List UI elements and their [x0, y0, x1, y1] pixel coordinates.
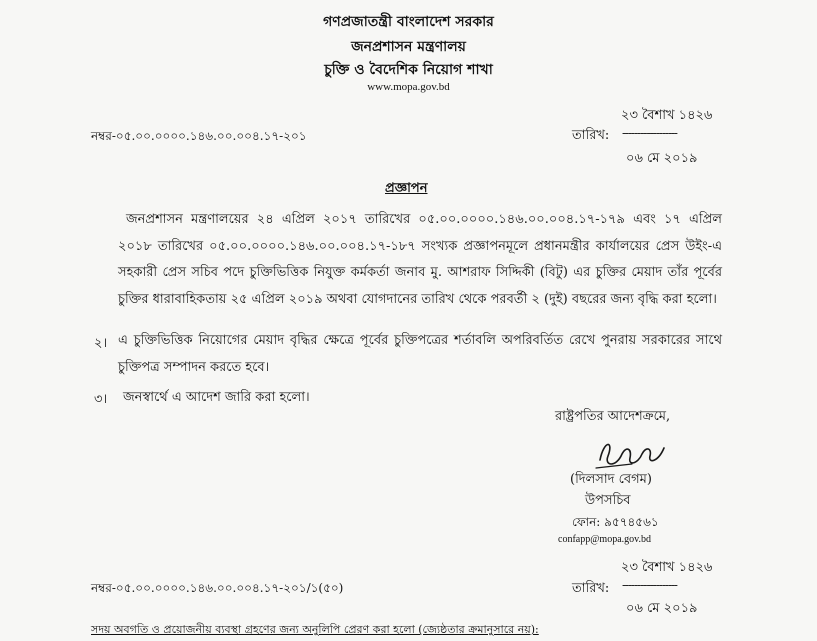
signatory-name: (দিলসাদ বেগম): [570, 472, 652, 487]
copy-memo-date-bangla: ২৩ বৈশাখ ১৪২৬: [621, 560, 713, 575]
memo-date-bangla: ২৩ বৈশাখ ১৪২৬: [621, 108, 713, 123]
order-line: রাষ্ট্রপতির আদেশক্রমে,: [555, 409, 671, 424]
copy-date-label: তারিখ:: [572, 581, 610, 596]
copy-memo-date-english: ০৬ মে ২০১৯: [626, 601, 698, 616]
copy-memo-number: নম্বর-০৫.০০.০০০০.১৪৬.০০.০০৪.১৭-২০১/১(৫০): [91, 581, 344, 595]
memo-date-english: ০৬ মে ২০১৯: [626, 151, 698, 166]
paragraph-2-number: ২।: [94, 336, 108, 351]
wing-name: চুক্তি ও বৈদেশিক নিয়োগ শাখা: [324, 62, 493, 78]
paragraph-3-number: ৩।: [94, 392, 108, 407]
signatory-phone: ফোন: ৯৫৭৪৫৬১: [572, 515, 659, 529]
memo-number: নম্বর-০৫.০০.০০০০.১৪৬.০০.০০৪.১৭-২০১: [91, 129, 307, 143]
handwritten-signature: [592, 434, 672, 474]
signatory-designation: উপসচিব: [585, 493, 631, 508]
date-label: তারিখ:: [572, 128, 610, 143]
copy-distribution-line: সদয় অবগতি ও প্রয়োজনীয় ব্যবস্থা গ্রহণের জন্য অনুলিপি প্রেরণ করা হলো (জ্যেষ্ঠতার ক্রমানুসারে নয়):: [91, 623, 539, 636]
ministry-name: জনপ্রশাসন মন্ত্রণালয়: [351, 39, 466, 55]
website-link[interactable]: www.mopa.gov.bd: [367, 81, 450, 93]
copy-date-dashes: ------------------: [622, 578, 677, 592]
notification-title: প্রজ্ঞাপন: [385, 181, 428, 196]
government-title: গণপ্রজাতন্ত্রী বাংলাদেশ সরকার: [323, 14, 494, 30]
date-dashes: ------------------: [622, 126, 677, 140]
paragraph-2: এ চুক্তিভিত্তিক নিয়োগের মেয়াদ বৃদ্ধির ক্ষেত্রে পূর্বের চুক্তিপত্রের শর্তাবলি অপরিবর্তিত রেখে পুনরায় সরকারের সাথে চুক্তিপত্র সম্পাদন করতে হবে।: [118, 333, 722, 375]
paragraph-1: জনপ্রশাসন মন্ত্রণালয়ের ২৪ এপ্রিল ২০১৭ তারিখের ০৫.০০.০০০০.১৪৬.০০.০০৪.১৭-১৭৯ এবং ১৭ এপ্রিল ২০১৮ তারিখের ০৫.০০.০০০০.১৪৬.০০.০০৪.১৭-১৮৭ সংখ্যক প্রজ্ঞাপনমূলে প্রধানমন্ত্রীর কার্যালয়ের প্রেস উইং-এ সহকারী প্রেস সচিব পদে চুক্তিভিত্তিক নিযুক্ত কর্মকর্তা জনাব মু. আশরাফ সিদ্দিকী (বিটু) এর চুক্তির মেয়াদ তাঁর পূর্বের চুক্তির ধারাবাহিকতায় ২৫ এপ্রিল ২০১৯ অথবা যোগদানের তারিখ থেকে পরবর্তী ২ (দুই) বছরের জন্য বৃদ্ধি করা হলো।: [118, 212, 722, 307]
signatory-email[interactable]: confapp@mopa.gov.bd: [558, 534, 651, 545]
paragraph-3: জনস্বার্থে এ আদেশ জারি করা হলো।: [123, 390, 310, 405]
